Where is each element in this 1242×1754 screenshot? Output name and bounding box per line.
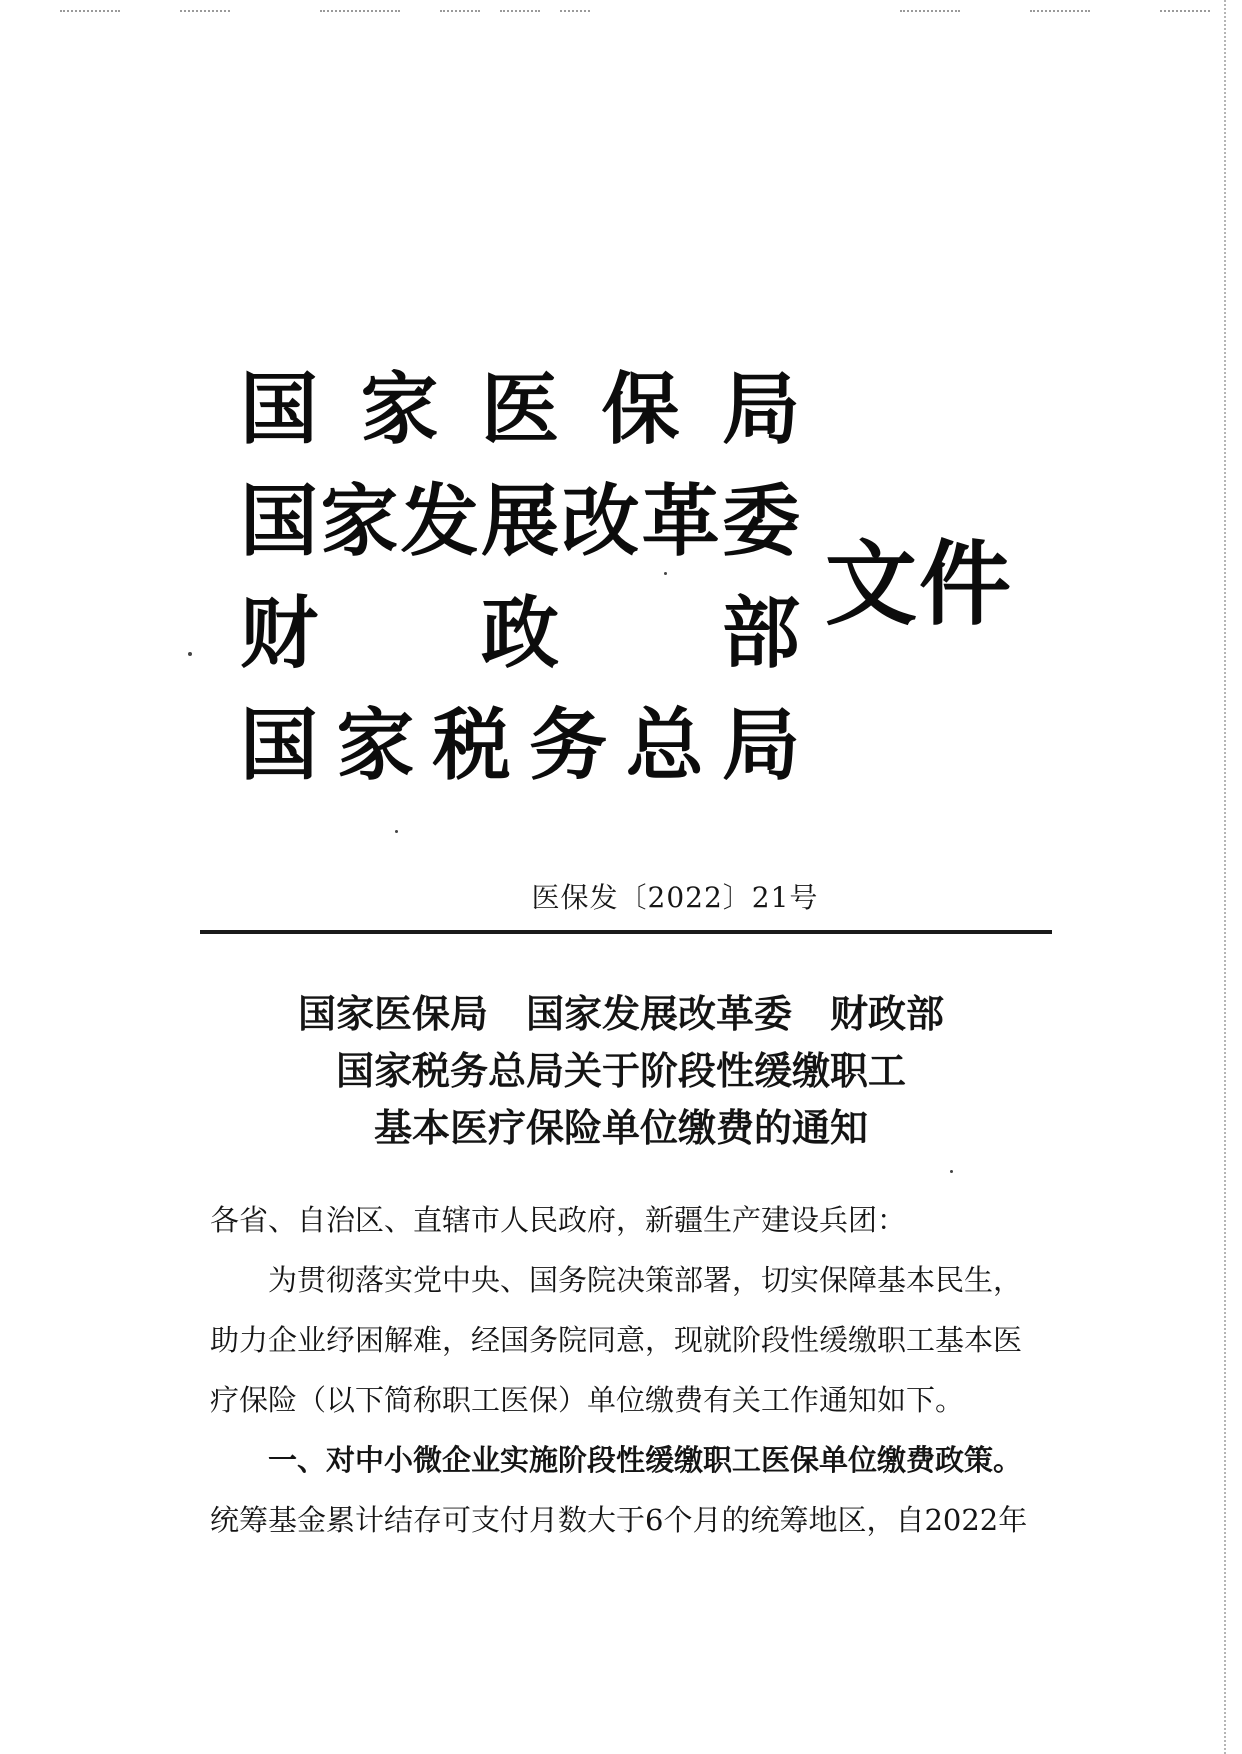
- issuer-char: 发: [400, 477, 479, 567]
- scan-speck: [950, 1170, 953, 1173]
- scan-artifact: [440, 10, 480, 14]
- scan-artifact: [180, 10, 230, 14]
- issuer-char: 委: [721, 477, 800, 567]
- issuer-char: 税: [432, 701, 511, 791]
- issuer-char: 家: [336, 701, 415, 791]
- scan-artifact: [1030, 10, 1090, 14]
- body-line: 统筹基金累计结存可支付月数大于6个月的统筹地区，自2022年: [210, 1503, 1028, 1537]
- document-number: [0, 876, 1242, 916]
- issuer-char: 国: [240, 477, 319, 567]
- salutation: 各省、自治区、直辖市人民政府，新疆生产建设兵团：: [210, 1203, 907, 1237]
- issuer-ndrc: [240, 472, 800, 572]
- scan-artifact: [320, 10, 400, 14]
- issuing-authorities-header: [240, 360, 1040, 800]
- scan-artifact: [1160, 10, 1210, 14]
- notice-title: [0, 986, 1242, 1157]
- scan-speck: [664, 572, 667, 575]
- section-heading: 一、对中小微企业实施阶段性缓缴职工医保单位缴费政策。: [268, 1443, 1023, 1477]
- scan-artifact: [560, 10, 590, 14]
- issuer-char: 政: [480, 589, 559, 679]
- issuer-char: 局: [721, 701, 800, 791]
- issuer-char: 总: [625, 701, 704, 791]
- issuer-char: 革: [641, 477, 720, 567]
- issuer-char: 保: [601, 365, 680, 455]
- document-number-text: 医保发〔2022〕21号: [531, 881, 819, 914]
- issuer-char: 局: [721, 365, 800, 455]
- issuer-nhsa: [240, 360, 800, 460]
- title-line: 国家税务总局关于阶段性缓缴职工: [335, 1049, 906, 1093]
- document-body: [210, 1190, 1062, 1550]
- scan-speck: [395, 830, 398, 833]
- body-line: 疗保险（以下简称职工医保）单位缴费有关工作通知如下。: [210, 1383, 965, 1417]
- issuer-char: 展: [480, 477, 559, 567]
- document-label: 文件: [825, 531, 1014, 638]
- issuer-char: 部: [721, 589, 800, 679]
- issuer-char: 改: [561, 477, 640, 567]
- body-line: 助力企业纾困解难，经国务院同意，现就阶段性缓缴职工基本医: [210, 1323, 1023, 1357]
- issuer-char: 家: [320, 477, 399, 567]
- scan-speck: [188, 652, 192, 656]
- title-line: 基本医疗保险单位缴费的通知: [373, 1106, 868, 1150]
- issuer-char: 务: [529, 701, 608, 791]
- scan-artifact: [60, 10, 120, 14]
- body-line: 为贯彻落实党中央、国务院决策部署，切实保障基本民生，: [268, 1263, 1023, 1297]
- issuer-char: 家: [360, 365, 439, 455]
- scan-artifact: [900, 10, 960, 14]
- issuer-sta: [240, 696, 800, 796]
- issuer-char: 国: [240, 365, 319, 455]
- issuer-char: 国: [240, 701, 319, 791]
- issuer-char: 医: [480, 365, 559, 455]
- issuer-char: 财: [240, 589, 319, 679]
- scan-artifact: [500, 10, 540, 14]
- title-line: 国家医保局 国家发展改革委 财政部: [297, 992, 944, 1036]
- issuer-mof: [240, 584, 800, 684]
- header-divider-rule: [200, 930, 1052, 934]
